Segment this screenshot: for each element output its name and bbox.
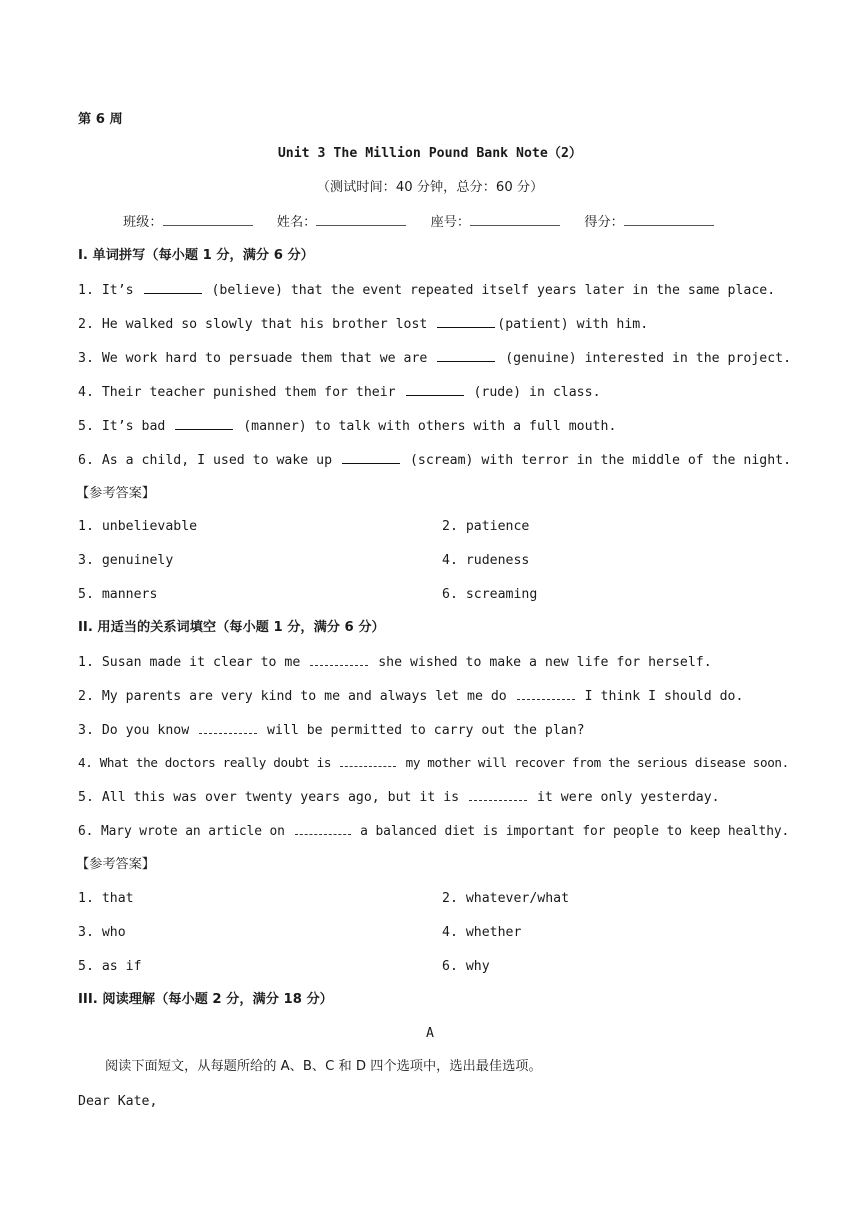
section3-heading: III. 阅读理解（每小题 2 分，满分 18 分）	[78, 992, 333, 1007]
letter-greeting: Dear Kate,	[78, 1094, 158, 1109]
s1-question-3: 3. We work hard to persuade them that we are (genuine) interested in the project.	[78, 351, 792, 366]
reading-instruction: 阅读下面短文，从每题所给的 A、B、C 和 D 四个选项中，选出最佳选项。	[105, 1059, 542, 1074]
answer-blank[interactable]	[295, 822, 351, 835]
s2-answer-2: 2. whatever/what	[442, 891, 570, 906]
answer-blank[interactable]	[144, 281, 202, 294]
s2-question-5: 5. All this was over twenty years ago, but it is it were only yesterday.	[78, 790, 720, 805]
answer-blank[interactable]	[437, 315, 495, 328]
s1-answer-3: 3. genuinely	[78, 553, 174, 568]
student-info-row	[123, 213, 734, 232]
s1-question-6: 6. As a child, I used to wake up (scream) with terror in the middle of the night.	[78, 453, 792, 468]
s2-answer-5: 5. as if	[78, 959, 142, 974]
s1-answer-1: 1. unbelievable	[78, 519, 198, 534]
s2-answer-heading: 【参考答案】	[76, 857, 156, 872]
s2-answer-1: 1. that	[78, 891, 134, 906]
answer-blank[interactable]	[517, 687, 575, 700]
s2-question-1: 1. Susan made it clear to me she wished to make a new life for herself.	[78, 655, 712, 670]
seat-field[interactable]: 座号：	[431, 213, 561, 232]
name-field[interactable]: 姓名：	[277, 213, 407, 232]
answer-blank[interactable]	[437, 349, 495, 362]
answer-blank[interactable]	[469, 788, 527, 801]
s1-answer-4: 4. rudeness	[442, 553, 530, 568]
s1-question-4: 4. Their teacher punished them for their (rude) in class.	[78, 385, 601, 400]
week-label: 第 6 周	[78, 112, 123, 127]
passage-label: A	[426, 1026, 434, 1041]
s1-answer-5: 5. manners	[78, 587, 158, 602]
s2-answer-4: 4. whether	[442, 925, 522, 940]
s2-question-6: 6. Mary wrote an article on a balanced diet is important for people to keep healthy.	[78, 824, 790, 839]
document-title: Unit 3 The Million Pound Bank Note（2）	[277, 146, 583, 161]
answer-blank[interactable]	[406, 383, 464, 396]
s1-question-5: 5. It’s bad (manner) to talk with others with a full mouth.	[78, 419, 617, 434]
s1-question-2: 2. He walked so slowly that his brother lost (patient) with him.	[78, 317, 649, 332]
document-subtitle: （测试时间：40 分钟，总分：60 分）	[316, 180, 544, 195]
s2-question-2: 2. My parents are very kind to me and always let me do I think I should do.	[78, 689, 744, 704]
answer-blank[interactable]	[340, 754, 396, 767]
s2-question-3: 3. Do you know will be permitted to carry out the plan?	[78, 723, 585, 738]
answer-blank[interactable]	[310, 653, 368, 666]
score-field[interactable]: 得分：	[584, 213, 714, 232]
s1-answer-heading: 【参考答案】	[76, 486, 156, 501]
class-field[interactable]: 班级：	[123, 213, 253, 232]
section1-heading: I. 单词拼写（每小题 1 分，满分 6 分）	[78, 248, 314, 263]
s1-answer-2: 2. patience	[442, 519, 530, 534]
answer-blank[interactable]	[175, 417, 233, 430]
s2-answer-3: 3. who	[78, 925, 126, 940]
answer-blank[interactable]	[342, 451, 400, 464]
s1-answer-6: 6. screaming	[442, 587, 538, 602]
s2-answer-6: 6. why	[442, 959, 490, 974]
answer-blank[interactable]	[199, 721, 257, 734]
section2-heading: II. 用适当的关系词填空（每小题 1 分，满分 6 分）	[78, 620, 385, 635]
s1-question-1: 1. It’s (believe) that the event repeated itself years later in the same place.	[78, 283, 776, 298]
s2-question-4: 4. What the doctors really doubt is my mother will recover from the serious disease soon.	[78, 755, 789, 770]
